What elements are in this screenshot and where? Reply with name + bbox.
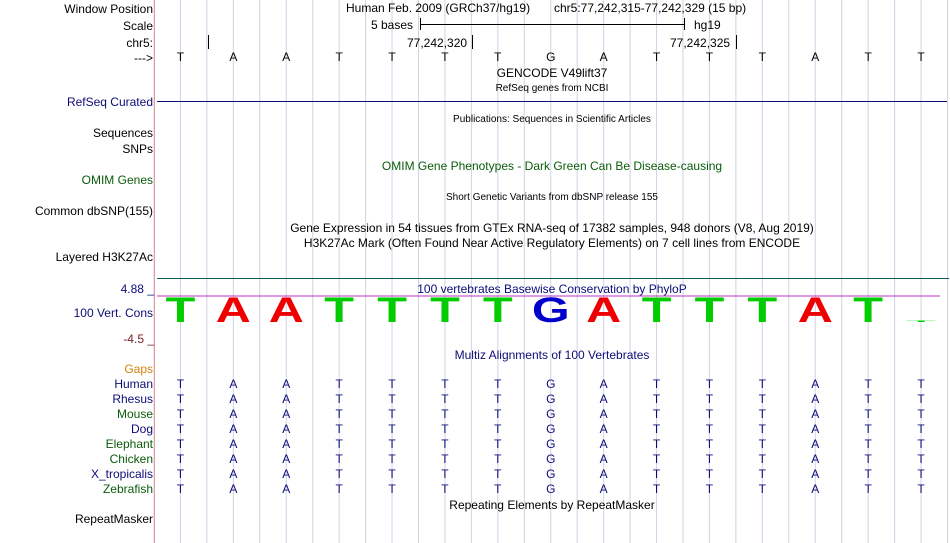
phylop-logo-letter: A — [268, 290, 304, 330]
alignment-base: A — [599, 407, 608, 421]
alignment-base: T — [494, 437, 502, 451]
alignment-base: T — [494, 392, 502, 406]
alignment-base: T — [705, 437, 714, 451]
alignment-base: T — [652, 467, 661, 481]
alignment-base: T — [652, 452, 661, 466]
alignment-base: A — [811, 407, 820, 421]
alignment-base: T — [917, 392, 925, 406]
alignment-base: A — [599, 467, 608, 481]
scale-label: Scale — [122, 19, 153, 33]
alignment-base: T — [176, 482, 185, 496]
gaps-label[interactable]: Gaps — [124, 362, 153, 376]
db-text: hg19 — [694, 18, 721, 32]
alignment-base: A — [811, 482, 820, 496]
repeatmasker-track-title[interactable]: Repeating Elements by RepeatMasker — [449, 498, 655, 512]
alignment-base: T — [176, 377, 185, 391]
alignment-base: T — [335, 482, 343, 496]
alignment-base: T — [864, 422, 872, 436]
alignment-base: A — [282, 392, 291, 406]
common-dbsnp-label[interactable]: Common dbSNP(155) — [34, 204, 153, 218]
alignment-base: T — [176, 452, 185, 466]
alignment-base: T — [705, 467, 714, 481]
layered-h3k27ac-label[interactable]: Layered H3K27Ac — [55, 250, 153, 264]
alignment-base: T — [864, 452, 872, 466]
sequence-base: T — [705, 50, 714, 64]
scale-text: 5 bases — [371, 18, 414, 32]
alignment-base: T — [758, 437, 767, 451]
multiz-track-title[interactable]: Multiz Alignments of 100 Vertebrates — [454, 348, 650, 362]
alignment-base: G — [546, 377, 556, 391]
alignment-base: T — [917, 452, 925, 466]
alignment-base: T — [652, 422, 661, 436]
alignment-base: T — [705, 407, 714, 421]
sequence-base: T — [494, 50, 502, 64]
assembly-text: Human Feb. 2009 (GRCh37/hg19) — [346, 1, 531, 15]
publications-track-title[interactable]: Publications: Sequences in Scientific Articles — [453, 114, 651, 125]
species-label[interactable]: Rhesus — [112, 392, 153, 406]
alignment-base: T — [494, 422, 502, 436]
alignment-base: T — [388, 392, 396, 406]
alignment-base: T — [705, 377, 714, 391]
alignment-base: A — [811, 392, 820, 406]
alignment-base: T — [652, 392, 661, 406]
alignment-base: T — [494, 377, 502, 391]
alignment-base: A — [229, 407, 238, 421]
alignment-base: T — [758, 452, 767, 466]
sequence-base: A — [282, 50, 291, 64]
alignment-base: T — [917, 482, 925, 496]
phylop-logo-letter: T — [483, 290, 513, 330]
alignment-base: A — [282, 467, 291, 481]
alignment-base: T — [441, 407, 449, 421]
alignment-base: T — [758, 377, 767, 391]
alignment-base: T — [335, 422, 343, 436]
coord-2-text: 77,242,325 — [670, 36, 731, 50]
alignment-base: T — [758, 482, 767, 496]
alignment-base: T — [441, 392, 449, 406]
alignment-base: T — [652, 377, 661, 391]
alignment-base: T — [864, 437, 872, 451]
alignment-base: T — [494, 482, 502, 496]
alignment-base: T — [652, 437, 661, 451]
alignment-base: A — [599, 422, 608, 436]
alignment-base: T — [388, 422, 396, 436]
phylop-logo-letter: T — [747, 290, 778, 330]
alignment-base: A — [282, 452, 291, 466]
coord-1-text: 77,242,320 — [407, 36, 468, 50]
alignment-base: T — [652, 407, 661, 421]
alignment-base: A — [282, 422, 291, 436]
alignment-base: G — [546, 482, 556, 496]
alignment-base: A — [599, 392, 608, 406]
alignment-base: A — [811, 422, 820, 436]
alignment-base: T — [335, 452, 343, 466]
alignment-base: T — [494, 407, 502, 421]
sequence-base: T — [176, 50, 185, 64]
alignment-base: T — [335, 407, 343, 421]
species-label[interactable]: Zebrafish — [102, 482, 153, 496]
alignment-base: T — [441, 452, 449, 466]
sequences-label[interactable]: Sequences — [92, 126, 153, 140]
alignment-base: G — [546, 407, 556, 421]
alignment-base: G — [546, 452, 556, 466]
alignment-base: A — [599, 437, 608, 451]
gencode-track-title[interactable]: GENCODE V49lift37 — [496, 66, 608, 80]
window-position-label: Window Position — [64, 2, 153, 16]
vert-cons-label[interactable]: 100 Vert. Cons — [73, 306, 153, 320]
alignment-base: T — [176, 437, 185, 451]
alignment-base: T — [864, 392, 872, 406]
phylop-logo-letter: T — [377, 290, 407, 330]
sequence-base: T — [388, 50, 396, 64]
alignment-base: T — [705, 452, 714, 466]
phylop-logo-letter: T — [430, 290, 460, 330]
alignment-base: T — [335, 467, 343, 481]
alignment-base: A — [229, 482, 238, 496]
phylop-track-title[interactable]: 100 vertebrates Basewise Conservation by PhyloP — [417, 282, 687, 296]
sequence-base: G — [546, 50, 556, 64]
alignment-base: T — [335, 377, 343, 391]
alignment-base: T — [917, 407, 925, 421]
alignment-base: T — [864, 377, 872, 391]
alignment-base: A — [229, 377, 238, 391]
gtex-track-title[interactable]: Gene Expression in 54 tissues from GTEx RNA-seq of 17382 samples, 948 donors (V8, Aug 2019) — [290, 221, 814, 235]
phylop-logo-letter: T — [165, 290, 196, 330]
phylop-logo-letter: T — [853, 290, 883, 330]
alignment-base: T — [917, 377, 925, 391]
phylop-logo-letter: T — [324, 290, 354, 330]
sequence-base: A — [811, 50, 820, 64]
alignment-base: T — [176, 392, 185, 406]
omim-genes-label[interactable]: OMIM Genes — [81, 173, 153, 187]
alignment-base: T — [758, 467, 767, 481]
alignment-base: A — [599, 452, 608, 466]
alignment-base: T — [335, 392, 343, 406]
alignment-base: T — [388, 377, 396, 391]
chr-label: chr5: — [126, 36, 153, 50]
alignment-base: T — [176, 407, 185, 421]
alignment-base: T — [388, 482, 396, 496]
position-text: chr5:77,242,315-77,242,329 (15 bp) — [554, 1, 747, 15]
species-label[interactable]: Elephant — [105, 437, 153, 451]
alignment-base: T — [388, 452, 396, 466]
phylop-logo-letter: A — [797, 290, 833, 330]
phylop-logo-letter: T — [906, 320, 936, 323]
sequence-base: T — [758, 50, 767, 64]
alignment-base: G — [546, 392, 556, 406]
sequence-base: T — [335, 50, 343, 64]
alignment-base: A — [229, 467, 238, 481]
h3k27ac-track-title[interactable]: H3K27Ac Mark (Often Found Near Active Regulatory Elements) on 7 cell lines from ENCODE — [303, 236, 801, 250]
alignment-base: T — [441, 482, 449, 496]
refseq-curated-label[interactable]: RefSeq Curated — [66, 95, 153, 109]
snps-label[interactable]: SNPs — [122, 142, 153, 156]
alignment-base: T — [388, 407, 396, 421]
alignment-base: T — [388, 467, 396, 481]
alignment-base: A — [599, 482, 608, 496]
alignment-base: T — [705, 422, 714, 436]
alignment-base: T — [388, 437, 396, 451]
species-label[interactable]: X_tropicalis — [90, 467, 153, 481]
phylop-logo-letter: T — [641, 290, 672, 330]
alignment-base: T — [441, 467, 449, 481]
refseq-track-title[interactable]: RefSeq genes from NCBI — [495, 83, 609, 94]
alignment-base: A — [282, 377, 291, 391]
alignment-base: A — [282, 407, 291, 421]
alignment-base: T — [441, 437, 449, 451]
phylop-logo-letter: A — [215, 290, 251, 330]
alignment-base: T — [758, 407, 767, 421]
alignment-base: T — [917, 422, 925, 436]
phylop-logo-letter: G — [531, 290, 570, 330]
alignment-base: G — [546, 467, 556, 481]
sequence-base: A — [599, 50, 608, 64]
species-label[interactable]: Mouse — [116, 407, 153, 421]
alignment-base: T — [176, 467, 185, 481]
dbsnp-track-title[interactable]: Short Genetic Variants from dbSNP release 155 — [446, 192, 658, 203]
alignment-base: T — [864, 407, 872, 421]
alignment-base: T — [864, 467, 872, 481]
alignment-base: T — [864, 482, 872, 496]
alignment-base: A — [229, 437, 238, 451]
alignment-base: A — [282, 437, 291, 451]
species-label[interactable]: Dog — [130, 422, 153, 436]
strand-toggle[interactable]: ---> — [134, 51, 153, 65]
alignment-base: T — [652, 482, 661, 496]
alignment-base: A — [229, 422, 238, 436]
alignment-base: T — [335, 437, 343, 451]
alignment-base: T — [705, 482, 714, 496]
sequence-base: A — [229, 50, 238, 64]
phylop-min-value: -4.5 _ — [123, 332, 154, 346]
alignment-base: T — [705, 392, 714, 406]
alignment-base: T — [917, 437, 925, 451]
alignment-base: T — [441, 377, 449, 391]
alignment-base: T — [758, 422, 767, 436]
alignment-base: A — [282, 482, 291, 496]
alignment-base: G — [546, 422, 556, 436]
sequence-base: T — [917, 50, 925, 64]
alignment-base: T — [758, 392, 767, 406]
alignment-base: A — [811, 452, 820, 466]
repeatmasker-label[interactable]: RepeatMasker — [74, 512, 153, 526]
alignment-base: T — [494, 452, 502, 466]
phylop-logo-letter: A — [586, 290, 622, 330]
alignment-base: A — [229, 392, 238, 406]
omim-track-title[interactable]: OMIM Gene Phenotypes - Dark Green Can Be Disease-causing — [381, 159, 723, 173]
species-label[interactable]: Human — [114, 377, 153, 391]
sequence-base: T — [652, 50, 661, 64]
alignment-base: T — [917, 467, 925, 481]
alignment-base: T — [494, 467, 502, 481]
alignment-base: A — [229, 452, 238, 466]
alignment-base: A — [811, 437, 820, 451]
sequence-base: T — [864, 50, 872, 64]
alignment-base: G — [546, 437, 556, 451]
alignment-base: A — [811, 377, 820, 391]
alignment-base: A — [811, 467, 820, 481]
sequence-base: T — [441, 50, 449, 64]
species-label[interactable]: Chicken — [109, 452, 153, 466]
alignment-base: T — [176, 422, 185, 436]
alignment-base: A — [599, 377, 608, 391]
alignment-base: T — [441, 422, 449, 436]
phylop-max-value: 4.88 _ — [120, 282, 154, 296]
phylop-logo-letter: T — [694, 290, 725, 330]
